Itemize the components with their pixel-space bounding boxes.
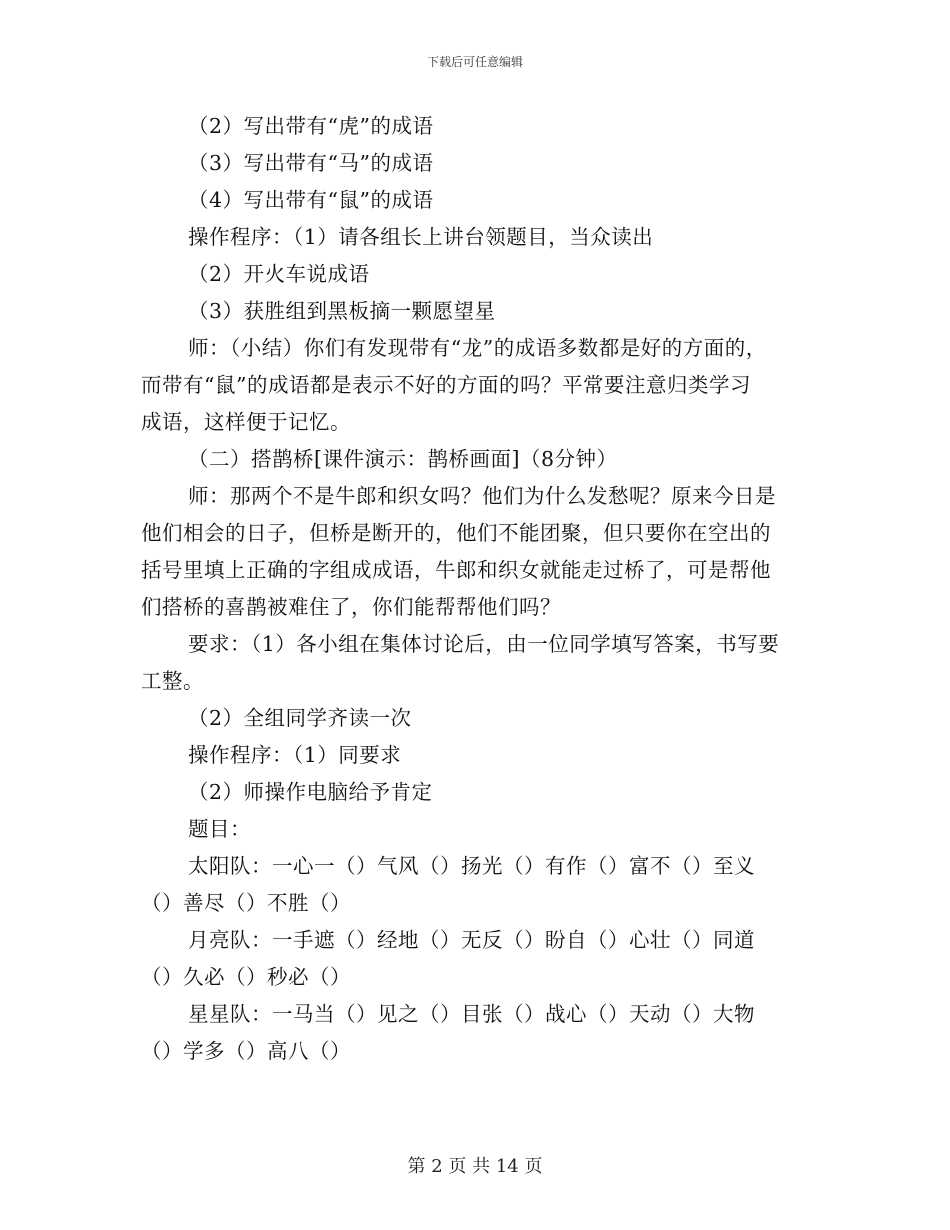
text-line: 而带有“鼠”的成语都是表示不好的方面的吗？平常要注意归类学习 [141,373,751,397]
page-footer: 第 2 页 共 14 页 [407,1156,543,1177]
text-line: 太阳队：一心一（）气风（）扬光（）有作（）富不（）至义 [188,854,755,878]
text-line: （3）获胜组到黑板摘一颗愿望星 [188,299,496,323]
text-line: 师：那两个不是牛郎和织女吗？他们为什么发愁呢？原来今日是 [188,484,776,508]
text-line: （3）写出带有“马”的成语 [188,151,434,175]
text-line: （2）师操作电脑给予肯定 [188,780,433,804]
text-line: 成语，这样便于记忆。 [141,410,351,434]
text-line: （2）全组同学齐读一次 [188,706,412,730]
text-line: （2）写出带有“虎”的成语 [188,114,434,138]
text-line: 师：（小结）你们有发现带有“龙”的成语多数都是好的方面的， [188,336,767,360]
text-line: （）学多（）高八（） [141,1039,351,1063]
text-line: 工整。 [141,669,204,693]
text-line: 题目： [188,817,251,841]
text-line: 他们相会的日子，但桥是断开的，他们不能团聚，但只要你在空出的 [141,521,771,545]
text-line: （2）开火车说成语 [188,262,370,286]
text-line: 星星队：一马当（）见之（）目张（）战心（）天动（）大物 [188,1002,755,1026]
text-line: 操作程序：（1）请各组长上讲台领题目，当众读出 [188,225,654,249]
text-line: （）久必（）秒必（） [141,965,351,989]
text-line: 括号里填上正确的字组成成语，牛郎和织女就能走过桥了，可是帮他 [141,558,771,582]
text-line: 们搭桥的喜鹊被难住了，你们能帮帮他们吗？ [141,595,561,619]
text-line: 月亮队：一手遮（）经地（）无反（）盼自（）心壮（）同道 [188,928,755,952]
text-line: （二）搭鹊桥[课件演示：鹊桥画面]（8分钟） [188,447,618,471]
text-line: （）善尽（）不胜（） [141,891,351,915]
text-line: 操作程序：（1）同要求 [188,743,402,767]
text-line: 要求：（1）各小组在集体讨论后，由一位同学填写答案，书写要 [188,632,780,656]
text-line: （4）写出带有“鼠”的成语 [188,188,434,212]
page-header: 下载后可任意编辑 [426,55,523,69]
